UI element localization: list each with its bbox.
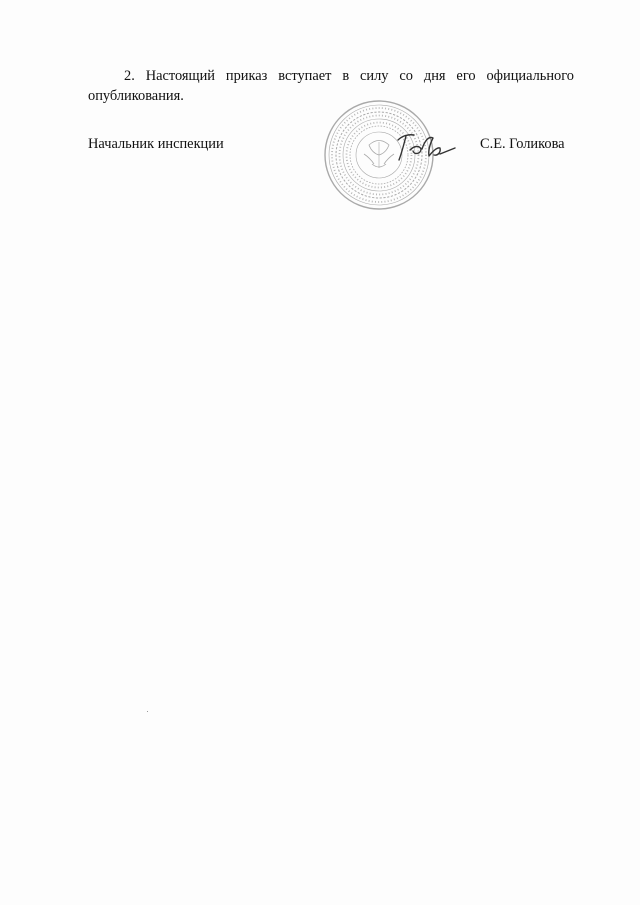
signer-title: Начальник инспекции [88,136,224,152]
scan-speck [147,711,148,712]
signature-icon [394,130,458,164]
order-paragraph: 2. Настоящий приказ вступает в силу со дня его официального опубликования. [88,68,574,104]
signer-name: С.Е. Голикова [480,136,565,152]
